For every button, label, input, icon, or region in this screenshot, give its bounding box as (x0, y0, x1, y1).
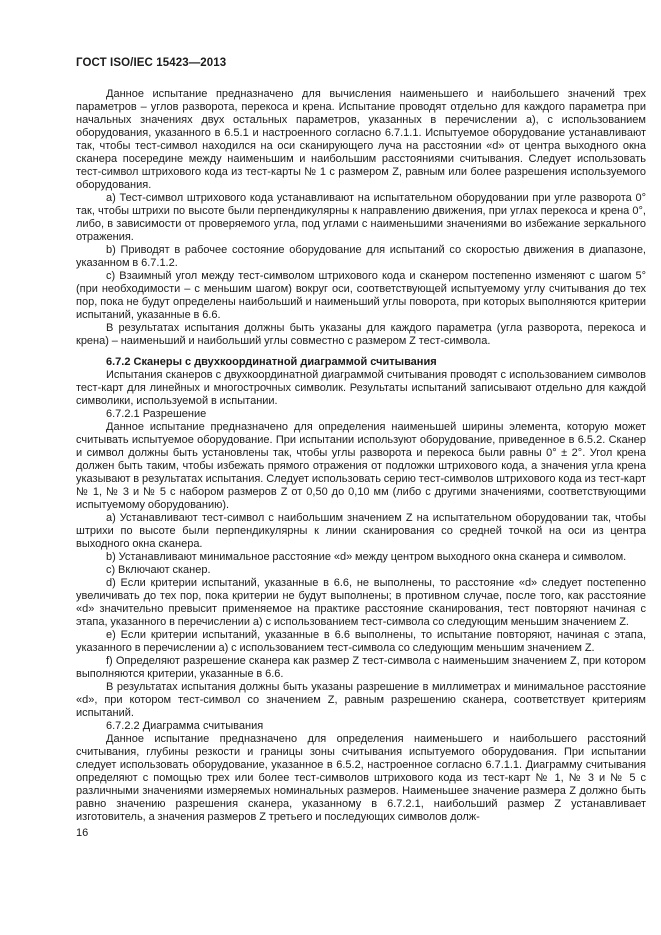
para-6721-intro: Данное испытание предназначено для определения наименьшей ширины элемента, которую может считывать испытуемое оборудование. При испытании используют оборудование, приведенное в 6.5.2. Сканер и символ должны быть установлены так, чтобы углы разворота и перекоса были равны 0° ± 2°. Угол крена должен быть таким, чтобы избежать прямого отражения от подложки штрихового кода, а значения угла крена указывают в результатах испытания. Следует использовать серию тест-символов штрихового кода из тест-карт № 1, № 3 и № 5 с набором размеров Z от 0,50 до 0,10 мм (либо с другими значениями, соответствующими испытуемому оборудованию). (76, 421, 646, 511)
para-671-item-c: c) Взаимный угол между тест-символом штрихового кода и сканером постепенно изменяют с шагом 5° (при необходимости – с меньшим шагом) вокруг оси, соответствующей испытуемому углу считывания до тех пор, пока не будут определены наибольший и наименьший углы поворота, при которых выполняются критерии испытаний, указанные в 6.6. (76, 270, 646, 321)
para-6721-item-e: e) Если критерии испытаний, указанные в 6.6 выполнены, то испытание повторяют, начиная с этапа, указанного в перечислении а) с использованием тест-символа со следующим меньшим значением Z. (76, 629, 646, 654)
para-671-results: В результатах испытания должны быть указаны для каждого параметра (угла разворота, перекоса и крена) – наименьший и наибольший углы совместно с размером Z тест-символа. (76, 322, 646, 347)
para-672-intro: Испытания сканеров с двухкоординатной диаграммой считывания проводят с использованием символов тест-карт для линейных и многострочных символик. Результаты испытаний записывают отдельно для каждой символики, используемой в испытании. (76, 369, 646, 407)
para-6721-results: В результатах испытания должны быть указаны разрешение в миллиметрах и минимальное расстояние «d», при котором тест-символ со значением Z, равным разрешению сканера, соответствует критериям испытаний. (76, 681, 646, 719)
para-6721-item-f: f) Определяют разрешение сканера как размер Z тест-символа с наименьшим значением Z, при котором выполняются критерии, указанные в 6.6. (76, 655, 646, 680)
para-671-item-a: a) Тест-символ штрихового кода устанавливают на испытательном оборудовании при угле разворота 0° так, чтобы штрихи по высоте были перпендикулярны к направлению движения, при углах перекоса и крена 0°, либо, в зависимости от проверяемого угла, под углами с наименьшими значениями во избежание зеркального отражения. (76, 192, 646, 243)
heading-6721: 6.7.2.1 Разрешение (106, 408, 207, 420)
para-6721-item-c: c) Включают сканер. (106, 564, 211, 576)
para-6721-item-b: b) Устанавливают минимальное расстояние «d» между центром выходного окна сканера и символом. (106, 551, 627, 563)
para-6722-intro: Данное испытание предназначено для определения наименьшего и наибольшего расстояний считывания, глубины резкости и границы зоны считывания испытуемого оборудования. При испытании следует использовать оборудование, указанное в 6.5.2, настроенное согласно 6.7.1.1. Диаграмму считывания определяют с помощью трех или более тест-символов штрихового кода из тест-карт № 1, № 3 и № 5 с различными значениями измеряемых номинальных размеров. Наименьшее значение размера Z должно быть равно значению разрешения сканера, указанному в 6.7.2.1, наибольший размер Z устанавливает изготовитель, а значения размеров Z третьего и последующих символов долж- (76, 733, 646, 823)
para-6721-item-d: d) Если критерии испытаний, указанные в 6.6, не выполнены, то расстояние «d» следует постепенно увеличивать до тех пор, пока критерии не будут выполнены; в противном случае, после того, как расстояние «d» значительно превысит применяемое на практике расстояние сканирования, тест повторяют начиная с этапа, указанного в перечислении а) с использованием тест-символа со следующим меньшим значением Z. (76, 577, 646, 628)
heading-6722: 6.7.2.2 Диаграмма считывания (106, 720, 264, 732)
para-6721-item-a: a) Устанавливают тест-символ с наибольшим значением Z на испытательном оборудовании так, чтобы штрихи по высоте были перпендикулярны к линии сканирования со средней точкой на оси из центра выходного окна сканера. (76, 512, 646, 550)
para-671-intro: Данное испытание предназначено для вычисления наименьшего и наибольшего значений трех параметров – углов разворота, перекоса и крена. Испытание проводят отдельно для каждого параметра при начальных значениях двух остальных параметров, указанных в перечислении а), с использованием оборудования, указанного в 6.5.1 и настроенного согласно 6.7.1.1. Испытуемое оборудование устанавливают так, чтобы тест-символ находился на оси сканирующего луча на расстоянии «d» от центра выходного окна сканера посередине между наименьшим и наибольшим расстояниями считывания. Следует использовать тест-символ штрихового кода из тест-карты № 1 с размером Z, равным или более разрешения используемого оборудования. (76, 88, 646, 191)
para-671-item-b: b) Приводят в рабочее состояние оборудование для испытаний со скоростью движения в диапазоне, указанном в 6.7.1.2. (76, 244, 646, 269)
heading-672: 6.7.2 Сканеры с двухкоординатной диаграммой считывания (106, 356, 437, 368)
running-header: ГОСТ ISO/IEC 15423—2013 (76, 57, 227, 69)
page-number: 16 (76, 827, 89, 839)
